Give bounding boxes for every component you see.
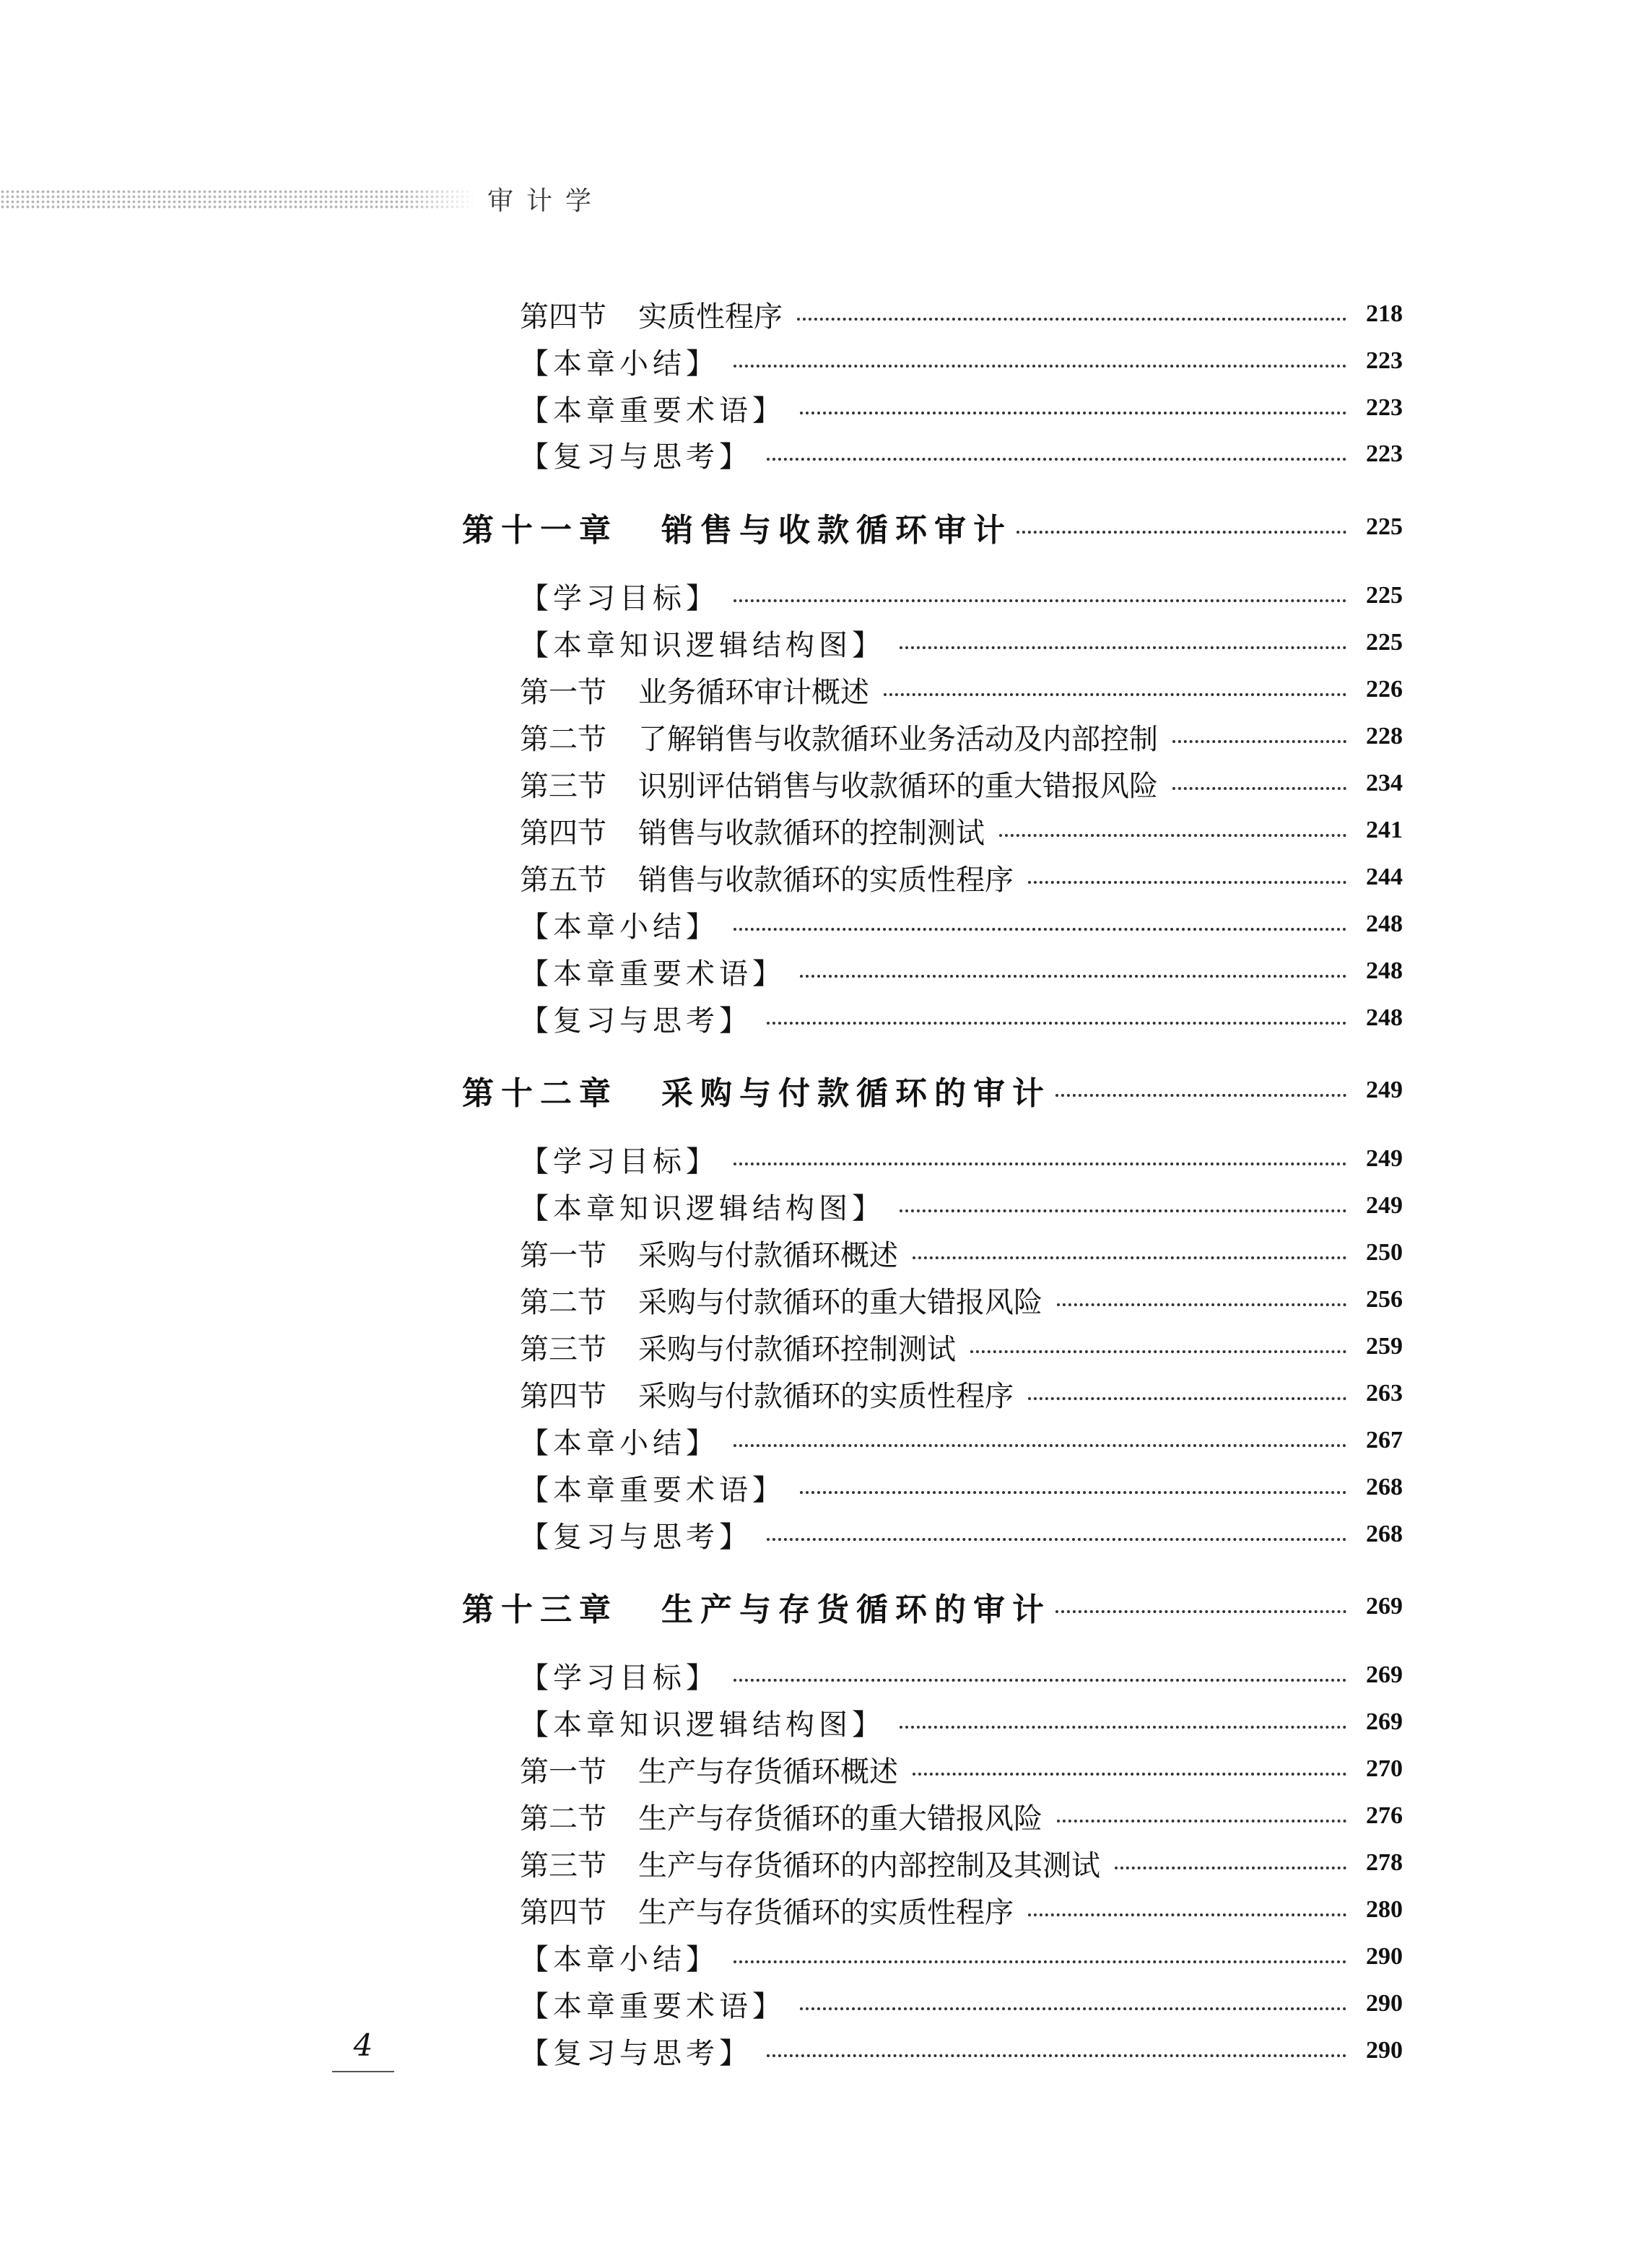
toc-entry-label xyxy=(520,951,785,992)
toc-page-number: 234 xyxy=(1366,770,1403,796)
toc-entry-title: 【复习与思考】 xyxy=(520,1004,752,1038)
dot-leader xyxy=(734,595,1346,602)
toc-section-entry[interactable] xyxy=(520,1325,1403,1368)
toc-entry-label xyxy=(520,575,719,617)
toc-page-number: 290 xyxy=(1366,1943,1403,1970)
toc-page-number: 225 xyxy=(1366,513,1403,540)
toc-page-number: 276 xyxy=(1366,1802,1403,1829)
section-number: 第一节 xyxy=(520,1755,606,1789)
dot-leader xyxy=(734,924,1346,931)
dot-leader xyxy=(767,2050,1346,2057)
running-head-book-title: 审计学 xyxy=(487,186,605,216)
toc-entry-title: 采购与付款循环概述 xyxy=(638,1238,898,1272)
toc-bracket-entry[interactable] xyxy=(520,950,1403,993)
dot-leader xyxy=(1055,1606,1346,1613)
toc-page-number: 290 xyxy=(1366,2037,1403,2064)
toc-entry-title: 业务循环审计概述 xyxy=(638,675,869,709)
toc-section-entry[interactable] xyxy=(520,856,1403,899)
page-folio xyxy=(332,2028,394,2063)
toc-entry-title: 【本章小结】 xyxy=(520,347,719,381)
toc-entry-label xyxy=(520,1279,1042,1321)
toc-entry-label xyxy=(520,1796,1042,1837)
toc-entry-label xyxy=(520,1937,719,1978)
toc-entry-label xyxy=(520,341,719,382)
page-number-rule xyxy=(332,2071,394,2072)
toc-entry-title: 销售与收款循环审计 xyxy=(661,512,1012,549)
toc-page-number: 248 xyxy=(1366,911,1403,937)
toc-entry-label xyxy=(520,1467,785,1508)
toc-entry-title: 【本章小结】 xyxy=(520,1942,719,1976)
toc-entry-label xyxy=(520,1326,956,1368)
toc-entry-label xyxy=(520,857,1014,898)
page-number: 4 xyxy=(353,2028,373,2063)
section-number: 第三节 xyxy=(520,1848,606,1882)
toc-page-number: 290 xyxy=(1366,1990,1403,2017)
toc-entry-label xyxy=(520,1984,785,2025)
section-number: 第四节 xyxy=(520,816,606,850)
dot-leader xyxy=(1017,526,1346,534)
dot-leader xyxy=(797,313,1346,321)
toc-bracket-entry[interactable] xyxy=(520,1419,1403,1462)
toc-section-entry[interactable] xyxy=(520,1794,1403,1838)
toc-entry-title: 销售与收款循环的控制测试 xyxy=(638,816,985,850)
toc-page-number: 269 xyxy=(1366,1661,1403,1688)
toc-bracket-entry[interactable] xyxy=(520,339,1403,383)
toc-entry-label xyxy=(520,1890,1014,1931)
section-number: 第三节 xyxy=(520,769,606,803)
toc-entry-label xyxy=(520,1843,1100,1884)
toc-page-number: 228 xyxy=(1366,723,1403,750)
toc-bracket-entry[interactable] xyxy=(520,1982,1403,2025)
toc-entry-label xyxy=(520,1749,898,1790)
toc-entry-label xyxy=(520,1702,885,1743)
toc-entry-label xyxy=(520,1139,719,1180)
toc-entry-title: 【本章重要术语】 xyxy=(520,1989,785,2023)
toc-page-number: 259 xyxy=(1366,1333,1403,1360)
toc-page-number: 248 xyxy=(1366,1004,1403,1031)
toc-page-number: 249 xyxy=(1366,1145,1403,1172)
toc-page-number: 278 xyxy=(1366,1849,1403,1876)
toc-entry-label xyxy=(462,504,1012,550)
toc-entry-label xyxy=(462,1067,1051,1113)
toc-entry-title: 【本章重要术语】 xyxy=(520,957,785,991)
dot-leader xyxy=(1172,783,1346,790)
toc-entry-label xyxy=(520,1233,898,1274)
running-head-dot-fade xyxy=(404,189,476,209)
toc-bracket-entry[interactable] xyxy=(520,1184,1403,1228)
toc-entry-title: 采购与付款循环的审计 xyxy=(661,1075,1051,1112)
dot-leader xyxy=(913,1768,1346,1776)
toc-entry-label xyxy=(520,622,885,664)
dot-leader xyxy=(1115,1862,1346,1869)
dot-leader xyxy=(800,970,1346,978)
toc-entry-label xyxy=(520,388,785,429)
toc-entry-label xyxy=(520,716,1158,757)
dot-leader xyxy=(884,689,1346,696)
dot-leader xyxy=(1057,1299,1346,1306)
toc-bracket-entry[interactable] xyxy=(520,1700,1403,1744)
chapter-number: 第十二章 xyxy=(462,1075,618,1112)
dot-leader xyxy=(734,1956,1346,1963)
section-number: 第三节 xyxy=(520,1332,606,1366)
toc-section-entry[interactable] xyxy=(520,1372,1403,1415)
dot-leader xyxy=(767,1534,1346,1541)
toc-entry-title: 实质性程序 xyxy=(638,300,783,334)
toc-entry-title: 【学习目标】 xyxy=(520,1144,719,1178)
toc-page-number: 267 xyxy=(1366,1427,1403,1454)
toc-section-entry[interactable] xyxy=(520,1841,1403,1885)
toc-entry-title: 生产与存货循环的内部控制及其测试 xyxy=(638,1848,1100,1882)
toc-entry-title: 【本章知识逻辑结构图】 xyxy=(520,1191,885,1225)
section-number: 第二节 xyxy=(520,1802,606,1835)
dot-leader xyxy=(913,1252,1346,1259)
dot-leader xyxy=(900,1721,1346,1729)
toc-entry-title: 【复习与思考】 xyxy=(520,2036,752,2070)
toc-bracket-entry[interactable] xyxy=(520,1466,1403,1509)
toc-section-entry[interactable] xyxy=(520,1231,1403,1274)
dot-leader xyxy=(1057,1815,1346,1822)
toc-bracket-entry[interactable] xyxy=(520,1137,1403,1181)
dot-leader xyxy=(900,642,1346,649)
toc-chapter-entry[interactable] xyxy=(462,502,1403,552)
toc-page-number: 244 xyxy=(1366,864,1403,890)
toc-page-number: 223 xyxy=(1366,440,1403,467)
toc-bracket-entry[interactable] xyxy=(520,621,1403,664)
dot-leader xyxy=(767,453,1346,461)
toc-entry-title: 了解销售与收款循环业务活动及内部控制 xyxy=(638,722,1158,756)
toc-bracket-entry[interactable] xyxy=(520,2029,1403,2072)
toc-section-entry[interactable] xyxy=(520,809,1403,852)
toc-page-number: 249 xyxy=(1366,1077,1403,1103)
chapter-number: 第十三章 xyxy=(462,1591,618,1628)
toc-entry-label xyxy=(520,2030,752,2072)
toc-page-number: 263 xyxy=(1366,1380,1403,1407)
toc-bracket-entry[interactable] xyxy=(520,433,1403,476)
dot-leader xyxy=(1055,1090,1346,1097)
toc-section-entry[interactable] xyxy=(520,292,1403,336)
dot-leader xyxy=(1028,1909,1346,1916)
toc-page-number: 223 xyxy=(1366,347,1403,374)
toc-chapter-entry[interactable] xyxy=(462,1065,1403,1116)
dot-leader xyxy=(800,2003,1346,2010)
dot-leader xyxy=(970,1346,1346,1353)
toc-entry-label xyxy=(520,669,869,711)
toc-page-number: 249 xyxy=(1366,1192,1403,1219)
toc-chapter-entry[interactable] xyxy=(462,1581,1403,1632)
section-number: 第四节 xyxy=(520,300,606,334)
toc-entry-title: 采购与付款循环的实质性程序 xyxy=(638,1379,1014,1413)
toc-bracket-entry[interactable] xyxy=(520,1513,1403,1556)
toc-entry-label xyxy=(520,1420,719,1461)
section-number: 第一节 xyxy=(520,675,606,709)
toc-page-number: 268 xyxy=(1366,1474,1403,1500)
toc-entry-title: 【学习目标】 xyxy=(520,581,719,615)
toc-page-number: 269 xyxy=(1366,1593,1403,1620)
toc-entry-title: 生产与存货循环的实质性程序 xyxy=(638,1895,1014,1929)
toc-entry-label xyxy=(520,904,719,945)
toc-section-entry[interactable] xyxy=(520,668,1403,711)
toc-entry-label xyxy=(520,810,985,851)
toc-bracket-entry[interactable] xyxy=(520,1935,1403,1978)
toc-entry-title: 生产与存货循环的重大错报风险 xyxy=(638,1802,1042,1835)
toc-page-number: 225 xyxy=(1366,629,1403,656)
toc-entry-title: 生产与存货循环的审计 xyxy=(661,1591,1051,1628)
section-number: 第五节 xyxy=(520,863,606,897)
toc-entry-label xyxy=(520,763,1158,804)
toc-entry-label xyxy=(520,1655,719,1696)
dot-leader xyxy=(1172,736,1346,743)
section-number: 第四节 xyxy=(520,1379,606,1413)
toc-entry-title: 生产与存货循环概述 xyxy=(638,1755,898,1789)
toc-page-number: 280 xyxy=(1366,1896,1403,1923)
toc-entry-title: 【本章小结】 xyxy=(520,910,719,944)
toc-entry-title: 【本章知识逻辑结构图】 xyxy=(520,1708,885,1742)
dot-leader xyxy=(734,360,1346,368)
toc-entry-label xyxy=(462,1583,1051,1630)
section-number: 第四节 xyxy=(520,1895,606,1929)
toc-bracket-entry[interactable] xyxy=(520,903,1403,946)
toc-entry-title: 销售与收款循环的实质性程序 xyxy=(638,863,1014,897)
dot-leader xyxy=(900,1205,1346,1212)
toc-section-entry[interactable] xyxy=(520,1278,1403,1321)
running-head xyxy=(0,186,605,216)
toc-section-entry[interactable] xyxy=(520,762,1403,805)
toc-page-number: 270 xyxy=(1366,1755,1403,1782)
dot-leader xyxy=(800,1487,1346,1494)
section-number: 第二节 xyxy=(520,1285,606,1319)
toc-bracket-entry[interactable] xyxy=(520,386,1403,430)
toc-entry-label xyxy=(520,1373,1014,1415)
toc-page-number: 241 xyxy=(1366,817,1403,843)
dot-leader xyxy=(734,1440,1346,1447)
toc-entry-label xyxy=(520,434,752,475)
toc-entry-title: 采购与付款循环控制测试 xyxy=(638,1332,956,1366)
toc-section-entry[interactable] xyxy=(520,1888,1403,1932)
toc-entry-title: 【本章重要术语】 xyxy=(520,394,785,427)
toc-entry-label xyxy=(520,1514,752,1555)
toc-bracket-entry[interactable] xyxy=(520,1654,1403,1697)
toc-entry-title: 采购与付款循环的重大错报风险 xyxy=(638,1285,1042,1319)
dot-leader xyxy=(734,1674,1346,1682)
toc-page-number: 223 xyxy=(1366,394,1403,421)
toc-section-entry[interactable] xyxy=(520,715,1403,758)
toc-bracket-entry[interactable] xyxy=(520,996,1403,1040)
section-number: 第一节 xyxy=(520,1238,606,1272)
toc-page-number: 268 xyxy=(1366,1521,1403,1547)
section-number: 第二节 xyxy=(520,722,606,756)
toc-page-number: 256 xyxy=(1366,1286,1403,1313)
dot-leader xyxy=(734,1158,1346,1165)
toc-entry-label xyxy=(520,294,783,335)
toc-section-entry[interactable] xyxy=(520,1747,1403,1791)
toc-page-number: 218 xyxy=(1366,300,1403,327)
toc-page-number: 225 xyxy=(1366,582,1403,609)
chapter-number: 第十一章 xyxy=(462,512,618,549)
dot-leader xyxy=(767,1017,1346,1025)
toc-page-number: 226 xyxy=(1366,676,1403,703)
dot-leader xyxy=(800,407,1346,414)
dot-leader xyxy=(1028,877,1346,884)
toc-page-number: 250 xyxy=(1366,1239,1403,1266)
toc-entry-title: 【本章知识逻辑结构图】 xyxy=(520,628,885,662)
toc-page-number: 248 xyxy=(1366,957,1403,984)
toc-entry-title: 【本章小结】 xyxy=(520,1426,719,1460)
toc-entry-title: 【复习与思考】 xyxy=(520,440,752,474)
toc-entry-title: 【本章重要术语】 xyxy=(520,1473,785,1507)
toc-bracket-entry[interactable] xyxy=(520,574,1403,617)
toc-entry-label xyxy=(520,1186,885,1227)
dot-leader xyxy=(999,830,1346,837)
toc-entry-title: 识别评估销售与收款循环的重大错报风险 xyxy=(638,769,1158,803)
toc-page-number: 269 xyxy=(1366,1708,1403,1735)
toc-entry-label xyxy=(520,998,752,1039)
toc-entry-title: 【复习与思考】 xyxy=(520,1520,752,1554)
dot-leader xyxy=(1028,1393,1346,1400)
toc-entry-title: 【学习目标】 xyxy=(520,1661,719,1695)
